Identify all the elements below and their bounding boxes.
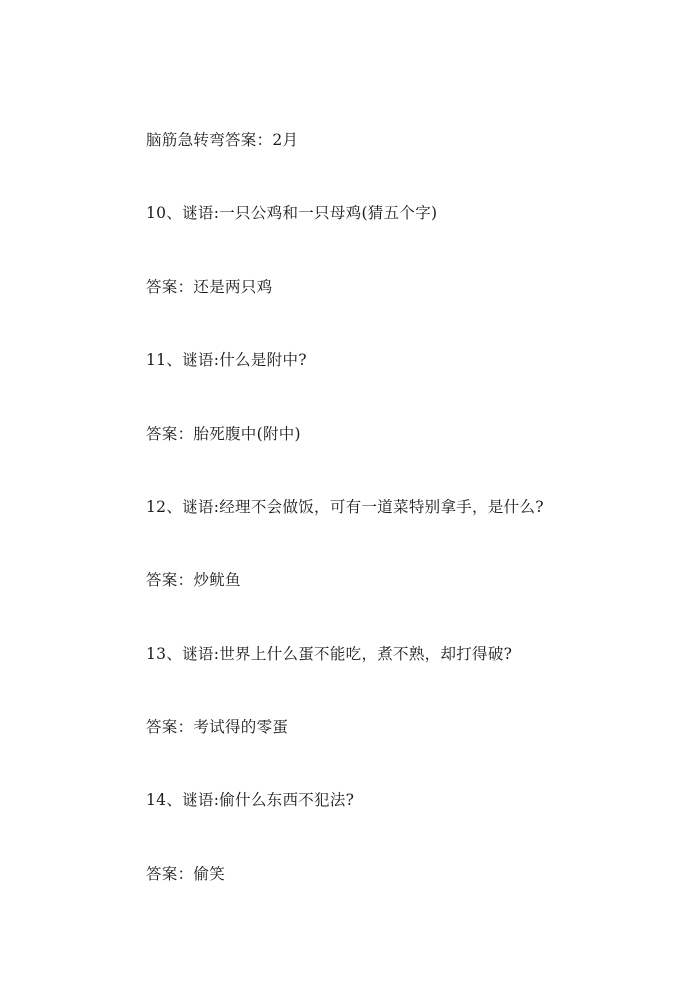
riddle-line-12: 12、谜语:经理不会做饭，可有一道菜特别拿手，是什么?: [146, 498, 544, 516]
answer-line-11: 答案：胎死腹中(附中): [146, 425, 301, 443]
answer-line-14: 答案：偷笑: [146, 865, 226, 883]
riddle-line-14: 14、谜语:偷什么东西不犯法?: [146, 791, 355, 809]
answer-line-12: 答案：炒鱿鱼: [146, 571, 241, 589]
riddle-line-13: 13、谜语:世界上什么蛋不能吃，煮不熟，却打得破?: [146, 645, 513, 663]
answer-line-9: 脑筋急转弯答案：2月: [146, 131, 299, 149]
answer-line-13: 答案：考试得的零蛋: [146, 718, 289, 736]
answer-line-10: 答案：还是两只鸡: [146, 278, 273, 296]
riddle-line-11: 11、谜语:什么是附中?: [146, 351, 307, 369]
riddle-line-10: 10、谜语:一只公鸡和一只母鸡(猜五个字): [146, 204, 438, 222]
